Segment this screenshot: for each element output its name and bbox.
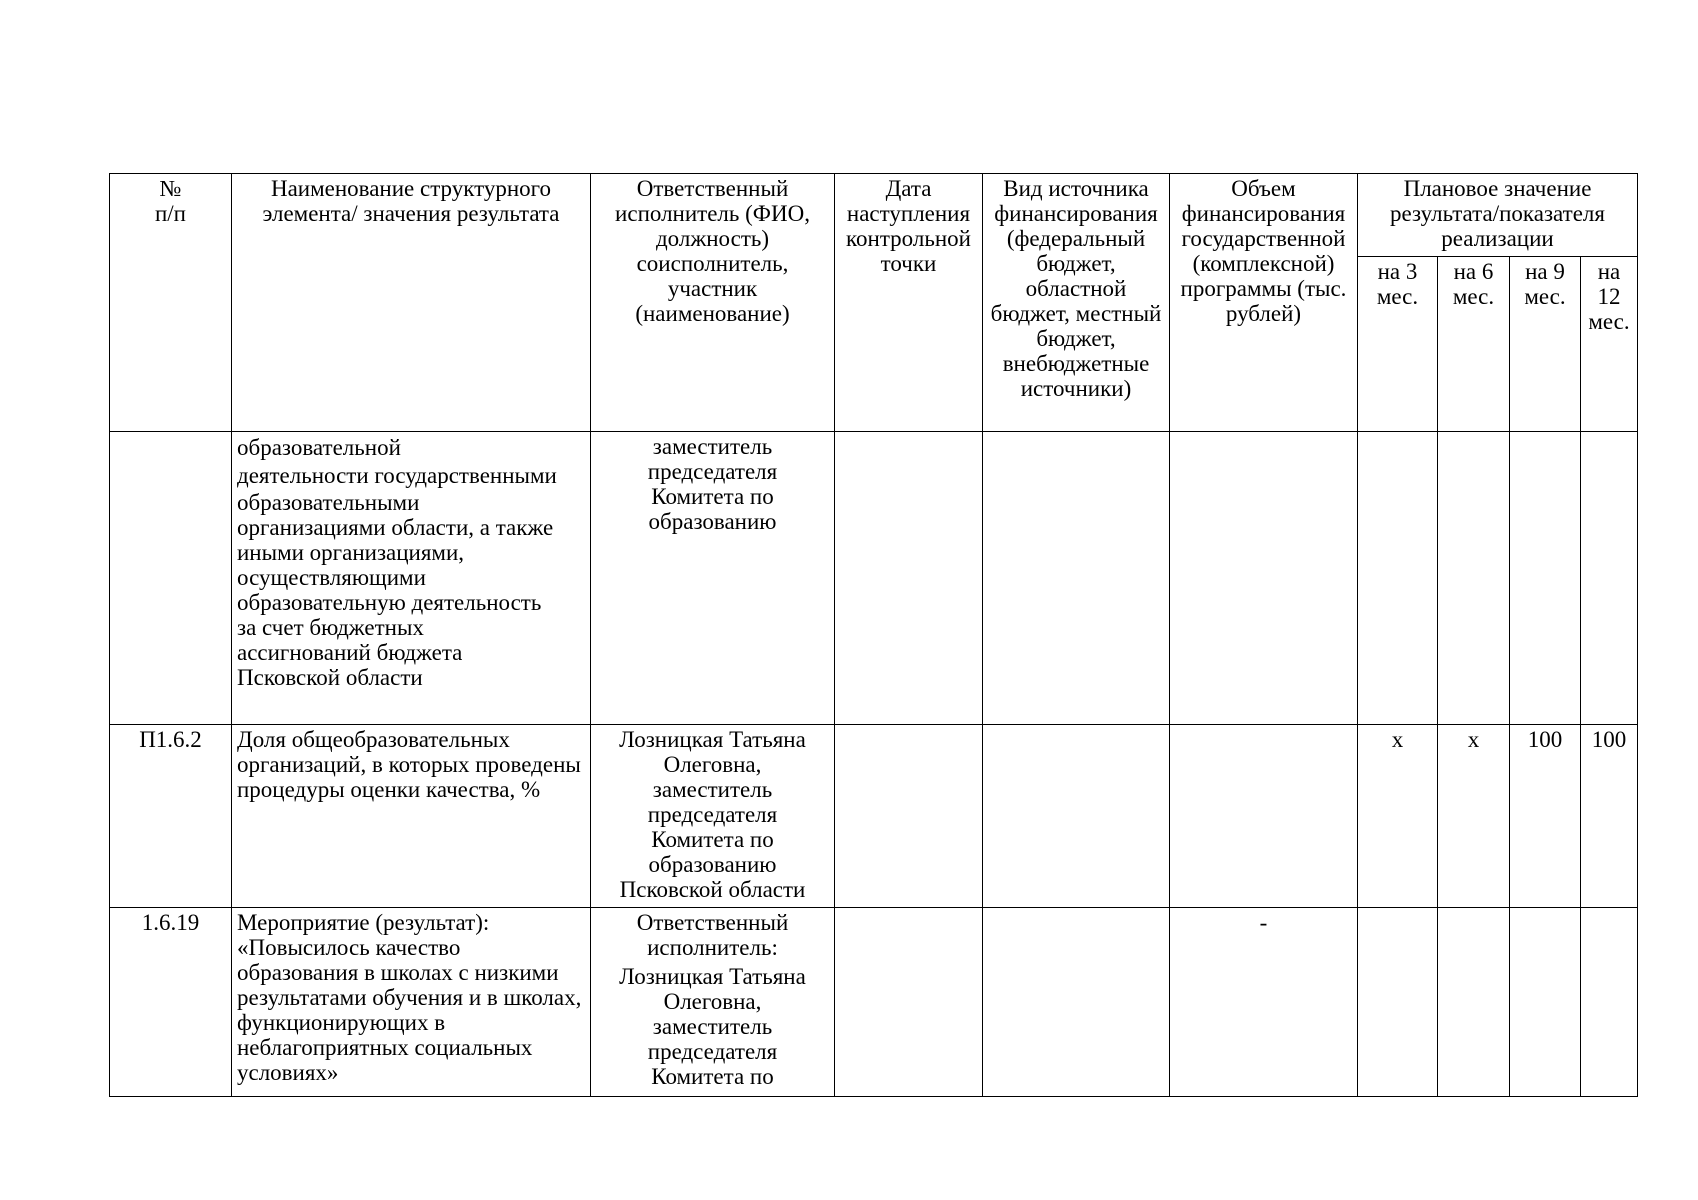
row-number: 1.6.19: [110, 908, 232, 1097]
table-row: [110, 432, 1638, 725]
row-value-12m: [1581, 432, 1638, 725]
row-value-9m: [1510, 908, 1581, 1097]
header-number: № п/п: [110, 174, 232, 432]
row-funding-volume: -: [1170, 908, 1358, 1097]
row-name-rest: образовательными организациями области, а также иными организациями, осуществляющими образовательную деятельность за счет бюджетных ассигнований бюджета Псковской области: [237, 490, 554, 690]
row-funding-source: [983, 908, 1170, 1097]
row-value-9m: 100: [1510, 725, 1581, 908]
row-funding-volume: [1170, 432, 1358, 725]
header-funding-volume: Объем финансирования государственной (комплексной) программы (тыс. рублей): [1170, 174, 1358, 432]
header-12-months: на 12 мес.: [1581, 257, 1638, 432]
row-value-6m: [1438, 908, 1510, 1097]
row-name-top: образовательной деятельности государственными: [237, 435, 557, 488]
table-row: [110, 908, 1638, 1097]
plan-table: [109, 173, 1638, 1097]
table-row: [110, 725, 1638, 908]
row-value-12m: 100: [1581, 725, 1638, 908]
row-number: П1.6.2: [110, 725, 232, 908]
row-value-6m: [1438, 432, 1510, 725]
row-funding-volume: [1170, 725, 1358, 908]
row-funding-source: [983, 725, 1170, 908]
row-date: [835, 432, 983, 725]
table-header-row: [110, 174, 1638, 257]
header-name: Наименование структурного элемента/ значения результата: [232, 174, 591, 432]
row-responsible: заместитель председателя Комитета по образованию: [591, 432, 835, 725]
header-funding-source: Вид источника финансирования (федеральный бюджет, областной бюджет, местный бюджет, внебюджетные источники): [983, 174, 1170, 432]
header-responsible: Ответственный исполнитель (ФИО, должность) соисполнитель, участник (наименование): [591, 174, 835, 432]
row-responsible: Лозницкая Татьяна Олеговна, заместитель председателя Комитета по образованию Псковской области: [591, 725, 835, 908]
header-date: Дата наступления контрольной точки: [835, 174, 983, 432]
row-funding-source: [983, 432, 1170, 725]
row-name: Доля общеобразовательных организаций, в которых проведены процедуры оценки качества, %: [232, 725, 591, 908]
row-value-3m: [1358, 432, 1438, 725]
header-3-months: на 3 мес.: [1358, 257, 1438, 432]
row-responsible-rest: Лозницкая Татьяна Олеговна, заместитель председателя Комитета по: [619, 964, 806, 1089]
row-value-6m: х: [1438, 725, 1510, 908]
row-number: [110, 432, 232, 725]
row-value-9m: [1510, 432, 1581, 725]
row-date: [835, 725, 983, 908]
row-name: [232, 432, 591, 725]
header-planned-value: Плановое значение результата/показателя реализации: [1358, 174, 1638, 257]
header-9-months: на 9 мес.: [1510, 257, 1581, 432]
row-responsible-top: Ответственный исполнитель:: [636, 910, 789, 960]
row-responsible: [591, 908, 835, 1097]
header-6-months: на 6 мес.: [1438, 257, 1510, 432]
row-value-3m: х: [1358, 725, 1438, 908]
row-date: [835, 908, 983, 1097]
row-value-3m: [1358, 908, 1438, 1097]
row-name: Мероприятие (результат): «Повысилось качество образования в школах с низкими результатами обучения и в школах, функционирующих в неблагоприятных социальных условиях»: [232, 908, 591, 1097]
row-value-12m: [1581, 908, 1638, 1097]
